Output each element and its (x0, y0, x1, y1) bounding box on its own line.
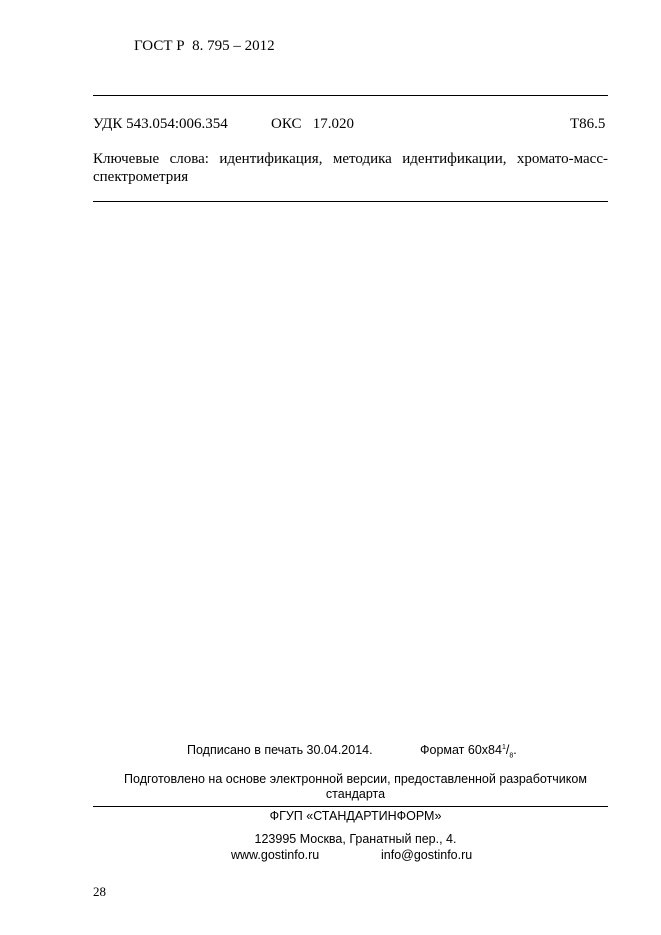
page-number: 28 (93, 884, 106, 899)
udk-code: УДК 543.054:006.354 (93, 116, 228, 132)
paper-format (420, 743, 517, 760)
format-suffix: . (513, 743, 517, 757)
publisher-website: www.gostinfo.ru (231, 848, 320, 862)
document-header-title: ГОСТ Р 8. 795 – 2012 (134, 38, 275, 54)
oks-code: ОКС 17.020 (271, 116, 354, 132)
signed-for-print: Подписано в печать 30.04.2014. (187, 743, 373, 757)
horizontal-rule (93, 201, 608, 202)
format-slash: / (505, 743, 510, 757)
keywords-paragraph: Ключевые слова: идентификация, методика идентификации, хромато-масс-спектрометрия (93, 151, 608, 185)
horizontal-rule (93, 806, 608, 807)
format-numerator: 1 (501, 743, 506, 751)
publisher-address: 123995 Москва, Гранатный пер., 4. (254, 832, 457, 846)
publisher-name: ФГУП «СТАНДАРТИНФОРМ» (269, 809, 442, 823)
classification-code: Т86.5 (570, 116, 606, 132)
publisher-email: info@gostinfo.ru (381, 848, 473, 862)
format-denominator: 8 (509, 752, 514, 760)
horizontal-rule (93, 95, 608, 96)
prepared-note: Подготовлено на основе электронной версии, предоставленной разработчиком стандарта (124, 772, 587, 801)
format-prefix: Формат 60x84 (420, 743, 502, 757)
